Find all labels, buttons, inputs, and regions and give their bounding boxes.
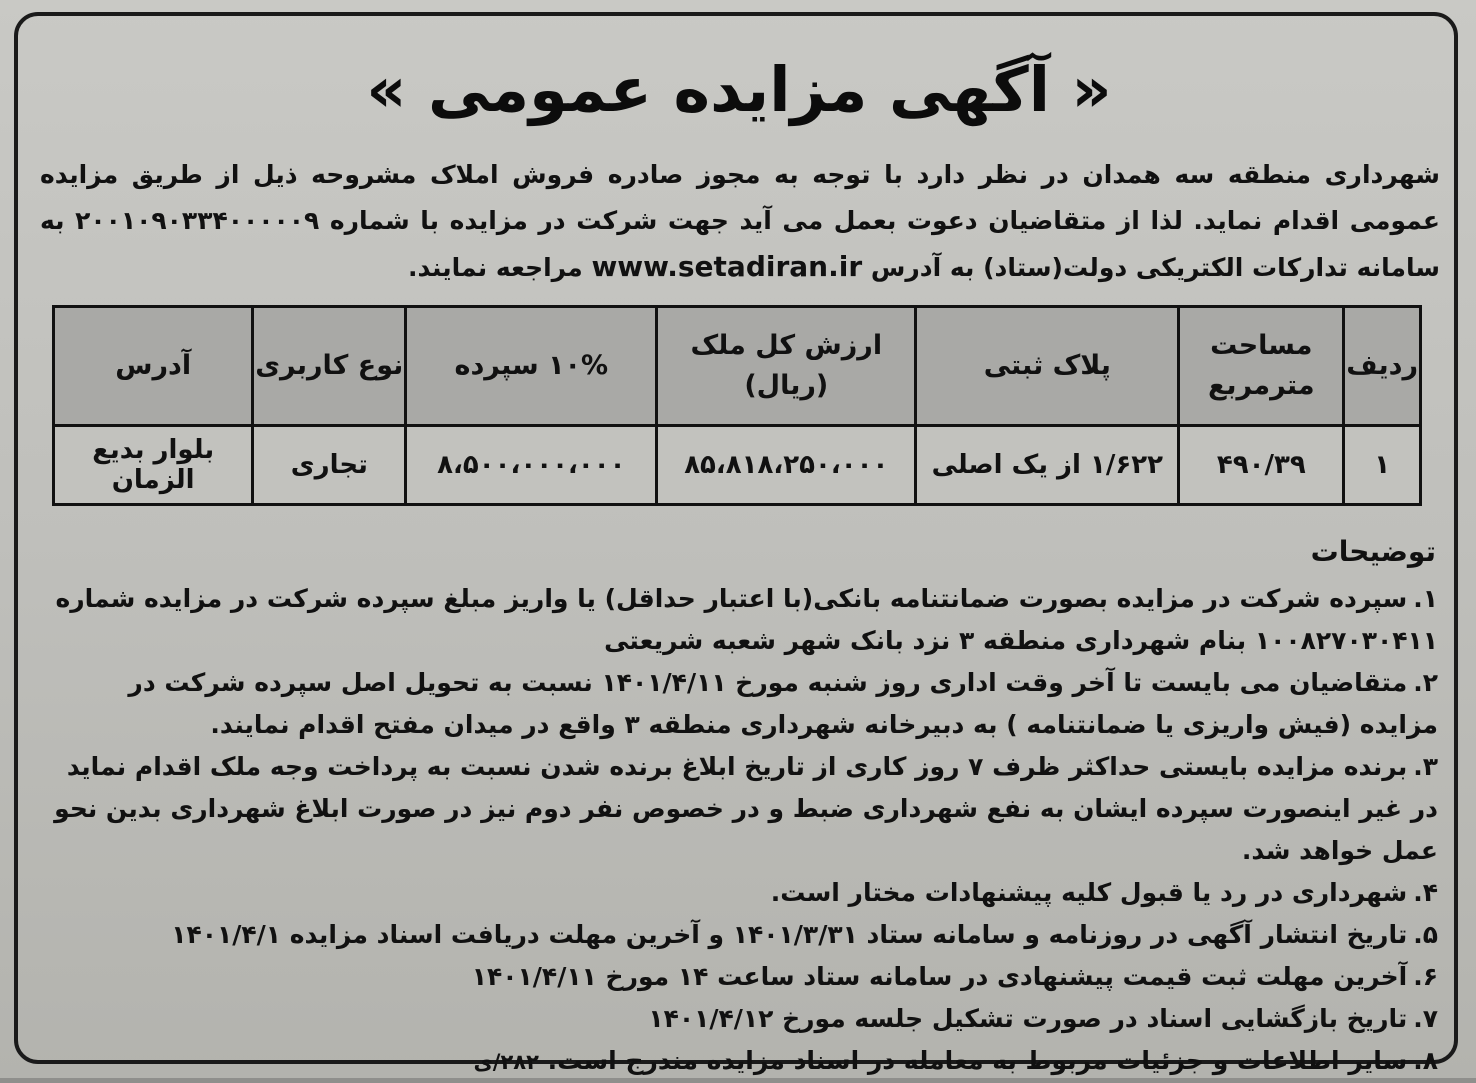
note-item — [42, 956, 1438, 998]
note-text: شهرداری در رد یا قبول کلیه پیشنهادات مختار است. — [770, 878, 1408, 907]
header-area: مساحت مترمربع — [1179, 307, 1344, 426]
website-link[interactable]: www.setadiran.ir — [591, 250, 863, 283]
notice-content — [34, 24, 1444, 1083]
intro-text: شهرداری منطقه سه همدان در نظر دارد با توجه به مجوز صادره فروش املاک مشروحه ذیل از طریق مزایده عمومی اقدام نماید. لذا از متقاضیان دعوت بعمل می آید جهت شرکت در مزایده با شماره ۲۰۰۱۰۹۰۳۳۴۰۰۰۰۰۹ به سامانه تدارکات الکتریکی دولت(ستاد) به آدرس — [40, 160, 1440, 282]
note-text: سپرده شرکت در مزایده بصورت ضمانتنامه بانکی(با اعتبار حداقل) یا واریز مبلغ سپرده شرکت در مزایده شماره ۱۰۰۸۲۷۰۳۰۴۱۱ بنام شهرداری منطقه ۳ نزد بانک شهر شعبه شریعتی — [55, 584, 1438, 655]
cell-total-value: ۸۵،۸۱۸،۲۵۰،۰۰۰ — [657, 426, 916, 505]
note-item — [42, 1040, 1438, 1083]
cell-registry-plate: ۱/۶۲۲ از یک اصلی — [916, 426, 1179, 505]
table-row — [54, 426, 1421, 505]
notes-heading: توضیحات — [1310, 535, 1436, 568]
note-number: ۶. — [1413, 962, 1438, 991]
table-header-row — [54, 307, 1421, 426]
note-text: برنده مزایده بایستی حداکثر ظرف ۷ روز کاری از تاریخ ابلاغ برنده شدن نسبت به پرداخت وجه ملک اقدام نماید در غیر اینصورت سپرده ایشان به نفع شهرداری ضبط و در خصوص نفر دوم نیز در صورت ابلاغ شهرداری بدین نحو عمل خواهد شد. — [54, 752, 1438, 865]
note-number: ۸. — [1413, 1046, 1438, 1075]
property-table — [52, 305, 1422, 506]
note-text: تاریخ بازگشایی اسناد در صورت تشکیل جلسه مورخ ۱۴۰۱/۴/۱۲ — [648, 1004, 1408, 1033]
header-row-number: ردیف — [1344, 307, 1421, 426]
reference-code: ۲۸۲/ی — [473, 1050, 539, 1074]
note-text: سایر اطلاعات و جزئیات مربوط به معامله در اسناد مزایده مندرج است. — [547, 1046, 1408, 1075]
note-item — [42, 998, 1438, 1040]
note-number: ۱. — [1413, 584, 1438, 613]
note-number: ۷. — [1413, 1004, 1438, 1033]
cell-usage-type: تجاری — [253, 426, 406, 505]
cell-deposit: ۸،۵۰۰،۰۰۰،۰۰۰ — [406, 426, 657, 505]
note-number: ۴. — [1413, 878, 1438, 907]
note-number: ۲. — [1413, 668, 1438, 697]
intro-paragraph — [40, 152, 1440, 291]
header-registry-plate: پلاک ثبتی — [916, 307, 1179, 426]
note-text: تاریخ انتشار آگهی در روزنامه و سامانه ستاد ۱۴۰۱/۳/۳۱ و آخرین مهلت دریافت اسناد مزایده ۱۴۰۱/۴/۱ — [171, 920, 1408, 949]
notice-title: « آگهی مزایده عمومی » — [366, 53, 1112, 126]
note-text: آخرین مهلت ثبت قیمت پیشنهادی در سامانه ستاد ساعت ۱۴ مورخ ۱۴۰۱/۴/۱۱ — [471, 962, 1408, 991]
note-item — [42, 578, 1438, 662]
note-item — [42, 914, 1438, 956]
header-deposit: ۱۰% سپرده — [406, 307, 657, 426]
note-number: ۵. — [1413, 920, 1438, 949]
note-item — [42, 662, 1438, 746]
note-number: ۳. — [1413, 752, 1438, 781]
header-total-value: ارزش کل ملک (ریال) — [657, 307, 916, 426]
header-usage-type: نوع کاربری — [253, 307, 406, 426]
cell-area: ۴۹۰/۳۹ — [1179, 426, 1344, 505]
note-item — [42, 872, 1438, 914]
note-text: متقاضیان می بایست تا آخر وقت اداری روز شنبه مورخ ۱۴۰۱/۴/۱۱ نسبت به تحویل اصل سپرده شرکت در مزایده (فیش واریزی یا ضمانتنامه ) به دبیرخانه شهرداری منطقه ۳ واقع در میدان مفتح اقدام نمایند. — [128, 668, 1438, 739]
intro-ending: مراجعه نمایند. — [408, 253, 583, 282]
header-address: آدرس — [54, 307, 253, 426]
cell-row-number: ۱ — [1344, 426, 1421, 505]
cell-address: بلوار بدیع الزمان — [54, 426, 253, 505]
note-item — [42, 746, 1438, 872]
